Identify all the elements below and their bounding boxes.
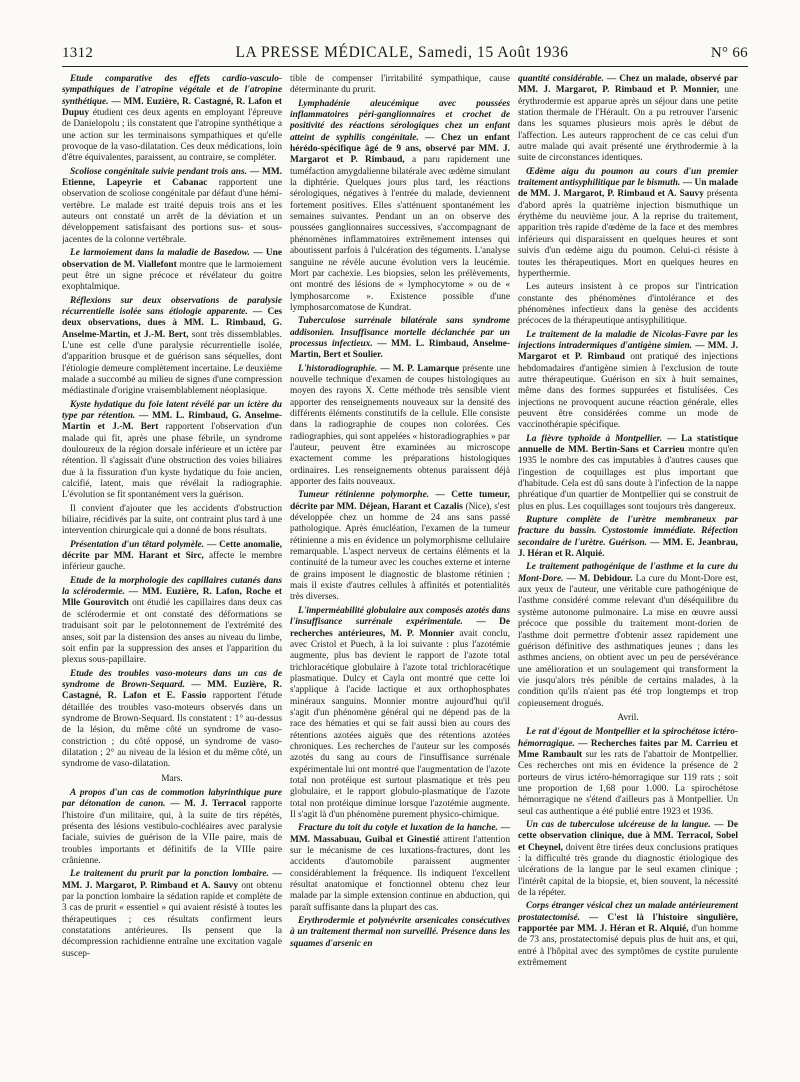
article-body: présenta d'abord après la quatrième injection bismuthique un érythème du neuvième jour. A la reprise du traitement, apparition très rapide d'œdème de la face et des membres inférieurs qui disparaissent en quelques heures et sont suivis d'un œdème aigu du poumon. Celui-ci résiste à toutes les thérapeutiques. Mort en quelques heures en hyperthermie. — [518, 189, 738, 279]
article-entry — [290, 74, 510, 97]
article-body: sur les rats de l'abattoir de Montpellier. Ces recherches ont mis en évidence la présence de 2 porteurs de virus ictéro-hémorragique sur 119 rats ; soit une proportion de 1,68 pour 1.000. La spirochétose hémorragique ne s'étend d'ailleurs pas à Montpellier. Un seul cas authentique a été publié entre 1923 et 1936. — [518, 749, 738, 817]
article-entry — [62, 504, 282, 538]
article-authors: — Cette tumeur, décrite par MM. Déjean, Harant et Cazalis — [290, 490, 510, 512]
article-body: une érythrodermie est apparue après un séjour dans une petite station thermale de l'Hérault. On a pu retrouver l'arsenic dans les squames plusieurs mois après le début de l'affection. Les auteurs rapprochent de ce cas celui d'un autre malade qui avait présenté une érythrodermie à la suite de circonstances identiques. — [518, 85, 738, 164]
article-authors: — Cette anomalie, décrite par MM. Harant et Sirc, — [62, 539, 282, 562]
article-authors: — M. P. Lamarque — [380, 363, 460, 374]
article-entry — [62, 788, 282, 867]
article-body: ont pratiqué des injections hebdomadaires d'antigène simien à l'exclusion de toute autre thérapeutique. Guérison en six à huit semaines, même dans des formes suppurées et fistulisées. Ces injections ne provoquent aucune réaction générale, elles peuvent être considérées comme un mode de vaccinothérapie spécifique. — [518, 352, 738, 431]
article-body: attirent l'attention sur le mécanisme de ces luxations-fractures, dont les accidents d'automobile paraissent augmenter considérablement la fréquence. Ils indiquent l'excellent résultat anatomique et fonctionnel obtenu chez leur malade par la simple extension continue en abduction, qui paraît suffisante dans la plupart des cas. — [290, 834, 510, 913]
article-entry — [290, 823, 510, 914]
article-authors: — Une observation de M. Viallefont — [62, 248, 282, 270]
article-authors: — De cette observation clinique, due à MM. Terracol, Sobel et Cheynel, — [518, 820, 738, 853]
article-title: Etude comparative des effets cardio-vasculo-sympathiques de l'atropine végétale et de l'atropine synthétique. — [62, 74, 282, 107]
article-entry — [62, 74, 282, 165]
article-title: L'imperméabilité globulaire aux composés azotés dans l'insuffisance surrénale expérimentale. — [290, 605, 510, 628]
article-title: Rupture complète de l'urètre membraneux par fracture du bassin. Cystostomie immédiate. Réfection secondaire de l'urètre. Guérison. — [518, 515, 738, 548]
column-2 — [290, 74, 510, 1069]
article-entry — [518, 434, 738, 513]
article-authors: — MM. L. Rimbaud, G. Anselme-Martin et J.-M. Bert — [62, 410, 282, 433]
article-title: Le traitement de la maladie de Nicolas-Favre par les injections intradermiques d'antigène simien. — [518, 329, 738, 351]
issue-number: N° 66 — [710, 45, 748, 61]
article-authors: — MM. Euzière, R. Lafon, Roche et Mlle Gourovitch — [62, 587, 282, 609]
article-authors: — La statistique annuelle de MM. Bertin-Sans et Carrieu — [518, 433, 738, 455]
article-body: affecte le membre inférieur gauche. — [62, 551, 282, 573]
article-authors: — Ces deux observations, dues à MM. L. Rimbaud, G. Anselme-Martin, et J.-M. Bert, — [62, 306, 282, 340]
article-entry — [62, 669, 282, 771]
article-entry — [518, 74, 738, 165]
article-entry — [518, 515, 738, 560]
article-authors: — MM. Etienne, Lapeyrie et Cabanac — [62, 166, 282, 189]
article-body: sont très dissemblables. L'une est celle d'une paralysie récurrentielle isolée, d'apparition brusque et de guérison sans séquelles, dont l'étiologie demeure complètement incertaine. Le deuxième malade a succombé au milieu de signes d'une compression médiastinale d'origine vraisemblablement néoplasique. — [62, 329, 282, 397]
article-authors: — Recherches faites par M. Carrieu et Mme Rambault — [518, 738, 738, 760]
article-authors: — M. J. Terracol — [170, 799, 247, 810]
article-title: Etude des troubles vaso-moteurs dans un cas de syndrome de Brown-Sequard. — [62, 668, 282, 690]
article-body: rapportent l'étude détaillée des troubles vaso-moteurs observés dans un syndrome de Brown-Sequard. Ils constatent : 1° au-dessus de la lésion, du même côté un syndrome de vaso-constriction ; du côté opposé, un syndrome de vaso-dilatation ; 2° au niveau de la lésion et du même côté, un syndrome de vaso-dilatation. — [62, 691, 282, 770]
article-entry — [62, 296, 282, 398]
page-header — [62, 44, 748, 64]
article-title: Tuberculose surrénale bilatérale sans syndrome addisonien. Insuffisance mortelle déclanchée par un processus infectieux. — [290, 316, 510, 349]
article-title: L'historadiographie. — [298, 363, 378, 374]
article-title: Le traitement pathogénique de l'asthme et la cure du Mont-Dore. — [518, 562, 738, 584]
article-title: Un cas de tuberculose ulcéreuse de la langue. — [526, 820, 711, 830]
article-title: Présentation d'un têtard polymèle. — [70, 539, 205, 550]
article-body: a paru rapidement une tuméfaction amygdalienne bilatérale avec œdème simulant la diphtérie. Quelques jours plus tard, les réactions sérologiques, négatives à l'entrée du malade, deviennent fortement positives. Elles s'atténuent spontanément les semaines suivantes. Pendant un an on observe des poussées ganglionnaires successives, s'accompagnant de phénomènes inflammatoires extrêmement intenses qui aboutissent parfois à l'ulcération des téguments. L'analyse sanguine ne révèle aucune évolution vers la leucémie. Mort par cachexie. Les biopsies, selon les prélèvements, ont montré des lésions de « lymphocytome » ou de « lymphosarcome ». Existence possible d'une lymphosarcomatose de Kundrat. — [290, 155, 510, 313]
article-entry — [290, 606, 510, 822]
article-entry — [290, 916, 510, 950]
article-entry — [290, 316, 510, 361]
article-entry — [62, 400, 282, 502]
article-authors: — Un malade de MM. J. Margarot, P. Rimbaud et A. Sauvy — [518, 178, 738, 200]
article-authors: — De recherches antérieures, M. P. Monnier — [290, 617, 510, 639]
journal-title: LA PRESSE MÉDICALE, Samedi, 15 Août 1936 — [235, 44, 569, 61]
article-body: La cure du Mont-Dore est, aux yeux de l'auteur, une véritable cure pathogénique de l'asthme considéré comme relevant d'un déséquilibre du système autonome pulmonaire. La mise en œuvre aussi précoce que possible du traitement mont-dorien de l'asthme doit permettre d'obtenir assez rapidement une guérison définitive des asthmatiques jeunes ; dans les asthmes anciens, on obtient avec un peu de persévérance une amélioration et un soulagement qui transforment la vie jusqu'alors très pénible de certains malades, à la condition qu'ils n'aient pas été trop longtemps et trop copieusement drogués. — [518, 573, 738, 709]
article-entry — [518, 330, 738, 432]
article-entry — [518, 820, 738, 899]
article-entry — [62, 248, 282, 293]
article-title: Kyste hydatique du foie latent révélé par un ictère du type par rétention. — [62, 399, 282, 421]
article-title: Le rat d'égout de Montpellier et la spirochétose ictéro-hémorragique. — [518, 727, 738, 749]
article-body: rapportent l'observation d'un malade qui fit, après une phase fébrile, un syndrome douloureux de la région dorsale inférieure et un ictère par rétention. Il s'agissait d'une obstruction des voies biliaires due à la fissuration d'un kyste hydatique du foie ancien, calcifié, latent, mais que révélait la radiographie. L'évolution se fit spontanément vers la guérison. — [62, 422, 282, 501]
article-authors: — MM. J. Margarot et P. Rimbaud — [518, 340, 738, 363]
article-authors: — MM. L. Rimbaud, Anselme-Martin, Bert et Soulier. — [290, 338, 510, 361]
article-body: rapporte l'histoire d'un militaire, qui, à la suite de tirs répétés, présenta des lésions vestibulo-cochléaires avec paralysie faciale, suivies de guérison de la VIIe paire, mais de troubles importants et définitifs de la VIIIe paire crânienne. — [62, 799, 282, 867]
article-entry — [518, 901, 738, 969]
article-title: Tumeur rétinienne polymorphe. — [298, 490, 430, 501]
header-rule — [62, 66, 748, 67]
column-3 — [518, 74, 738, 1069]
article-body: (Nice), s'est développée chez un homme de 24 ans sans passé pathologique. Après énucléation, l'examen de la tumeur rétinienne a mis en évidence un polymorphisme cellulaire remarquable. L'aspect nerveux de certains éléments et la continuité de la tumeur avec les couches externe et interne de grains imposent le diagnostic de blastome rétinien ; mais il existe d'autres cellules à affinités et potentialités très diverses. — [290, 501, 510, 603]
article-body: montre qu'en 1935 le nombre des cas imputables à d'autres causes que l'ingestion de coquillages est plus important que d'habitude. Cela est dû sans doute à l'infection de la nappe phréatique d'un quartier de Montpellier qui se construit de plus en plus. Les coquillages sont toujours très dangereux. — [518, 445, 738, 512]
article-title: Corps étranger vésical chez un malade antérieurement prostatectomisé. — [518, 901, 738, 923]
article-title: Lymphadénie aleucémique avec poussées inflammatoires péri-ganglionnaires et crochet de positivité des réactions sérologiques chez un enfant atteint de syphilis congénitale. — [290, 98, 510, 143]
article-authors: — C'est là l'histoire singulière, rapportée par MM. J. Héran et R. Alquié, — [518, 912, 738, 935]
article-entry — [62, 576, 282, 667]
article-authors: — MM. Euzière, R. Castagné, R. Lafon et E. Fassio — [62, 679, 282, 702]
article-entry — [518, 282, 738, 327]
article-title: Le larmoiement dans la maladie de Basedow. — [70, 248, 250, 259]
article-title: Erythrodermie et polynévrite arsenicales consécutives à un traitement thermal non surveillé. Présence dans les squames d'arsenic en — [290, 916, 510, 949]
article-body: Les auteurs insistent à ce propos sur l'intrication constante des phénomènes d'intolérance et des phénomènes infectieux dans la genèse des accidents précoces de la thérapeutique antisyphilitique. — [518, 282, 738, 327]
article-authors: — Chez un malade, observé par MM. J. Margarot, P. Rimbaud et P. Monnier, — [518, 74, 738, 96]
article-body: doivent être tirées deux conclusions pratiques : la difficulté très grande du diagnostic étiologique des ulcérations de la langue par le seul examen clinique ; l'intérêt capital de la biopsie, et, bien souvent, la nécessité de la répéter. — [518, 842, 738, 899]
article-entry — [518, 167, 738, 280]
article-body: tible de compenser l'irritabilité sympathique, cause déterminante du prurit. — [290, 74, 510, 96]
article-title: Réflexions sur deux observations de paralysie récurrentielle isolée sans étiologie apparente. — [62, 295, 282, 317]
article-body: Il convient d'ajouter que les accidents d'obstruction biliaire, récidivés par la suite, ont contraint plus tard à une intervention chirurgicale qui a donné de bons résultats. — [62, 503, 282, 537]
article-title: A propos d'un cas de commotion labyrinthique pure par détonation de canon. — [62, 787, 282, 810]
article-entry — [518, 727, 738, 818]
article-title: Scoliose congénitale suivie pendant trois ans. — [70, 166, 247, 177]
article-body: ont obtenu par la ponction lombaire la sédation rapide et complète de 3 cas de prurit « essentiel » qui avaient résisté à toutes les thérapeutiques ; ces résultats confirment leurs constatations antérieures. Ils pensent que la décompression rachidienne entraîne une excitation vagale suscep- — [62, 880, 282, 959]
article-body: ont étudié les capillaires dans deux cas de sclérodermie et ont constaté des déformations se traduisant soit par le pelotonnement de l'extrémité des anses, soit par la distension des anses au niveau du limbe, soit enfin par la suppression des anses et l'apparition du plexus sous-papillaire. — [62, 598, 282, 666]
article-authors: — MM. Euzière, R. Castagné, R. Lafon et Dupuy — [62, 96, 282, 119]
article-body: montre que le larmoiement peut être un signe précoce et révélateur du goitre exophtalmique. — [62, 259, 282, 293]
article-authors: — MM. Massabuau, Guibal et Ginestié — [290, 823, 510, 845]
article-entry — [518, 562, 738, 709]
article-authors: — MM. E. Jeanbrau, J. Héran et R. Alquié. — [518, 537, 738, 560]
article-body: avait conclu, avec Cristol et Puech, à la loi suivante : plus l'azotémie augmente, plus bas devient le rapport de l'azote total trichloracétique globulaire à l'azote total trichloracétique plasmatique. Dulcy et Cayla ont montré que cette loi s'applique à l'acide lactique et aux orthophosphates minéraux sanguins. Monnier montre aujourd'hui qu'il s'agit d'un phénomène général qui ne dépend pas de la race des hématies et qui se fait aussi bien au cours des rétentions azotées aiguës que des rétentions azotées chroniques. Les recherches de l'auteur sur les composés azotés du sang au cours de l'insuffisance surrénale expérimentale lui ont montré que l'augmentation de l'azote total non protéique est surtout plasmatique et très peu globulaire, et le rapport globulo-plasmatique de l'azote total non protéique diminue lorsque l'azotémie augmente. Il s'agit là d'un phénomène purement physico-chimique. — [290, 628, 510, 820]
article-authors: — M. Debidour. — [566, 573, 633, 584]
article-entry — [290, 99, 510, 315]
article-authors: — Chez un enfant hérédo-spécifique âgé de 9 ans, observé par MM. J. Margarot et P. Rimbaud, — [290, 132, 510, 166]
month-heading: Mars. — [161, 773, 183, 784]
article-title: quantité considérable. — [518, 74, 604, 84]
column-1 — [62, 74, 282, 1069]
article-entry — [62, 167, 282, 246]
page-number: 1312 — [62, 45, 94, 61]
article-body: étudient ces deux agents en employant l'épreuve de Danielopolu ; ils constatent que l'atropine synthétique a une action sur les terminaisons sympathiques et qu'elle provoque de la vaso-dilatation. Ces deux médications, loin d'être équivalentes, paraissent, au contraire, se compléter. — [62, 108, 282, 164]
article-title: Fracture du toit du cotyle et luxation de la hanche. — [298, 823, 498, 834]
article-entry — [62, 540, 282, 574]
article-entry — [290, 490, 510, 603]
article-title: La fièvre typhoïde à Montpellier. — [526, 433, 663, 444]
article-title: Le traitement du prurit par la ponction lombaire. — [70, 869, 269, 880]
month-heading: Avril. — [617, 712, 639, 723]
article-body: d'un homme de 73 ans, prostatectomisé depuis plus de huit ans, et qui, entré à l'hôpital avec des symptômes de cystite purulente extrêmement — [518, 924, 738, 969]
article-entry — [62, 869, 282, 960]
article-authors: — MM. J. Margarot, P. Rimbaud et A. Sauvy — [62, 869, 282, 891]
article-body: présente une nouvelle technique d'examen de coupes histologiques au moyen des rayons X. Cette méthode très sensible vient apporter des renseignements nouveaux sur la densité des différents éléments constitutifs de la cellule. Elle consiste dans la radiographie de coupes non colorées. Ces radiographies, qui sont appelées « historadiographies » par l'auteur, peuvent être examinées au microscope exactement comme les préparations histologiques ordinaires. Les renseignements obtenus paraissent déjà apporter des faits nouveaux. — [290, 363, 510, 488]
article-body: rapportent une observation de scoliose congénitale par défaut d'une hémi-vertèbre. Le malade est traité depuis trois ans et les auteurs ont constaté un arrêt de la déviation et un développement satisfaisant des portions sus- et sous-jacentes de la colonne vertébrale. — [62, 178, 282, 245]
article-title: Œdème aigu du poumon au cours d'un premier traitement antisyphilitique par le bismuth. — [518, 166, 738, 189]
article-title: Etude de la morphologie des capillaires cutanés dans la sclérodermie. — [62, 575, 282, 598]
article-entry — [290, 364, 510, 489]
